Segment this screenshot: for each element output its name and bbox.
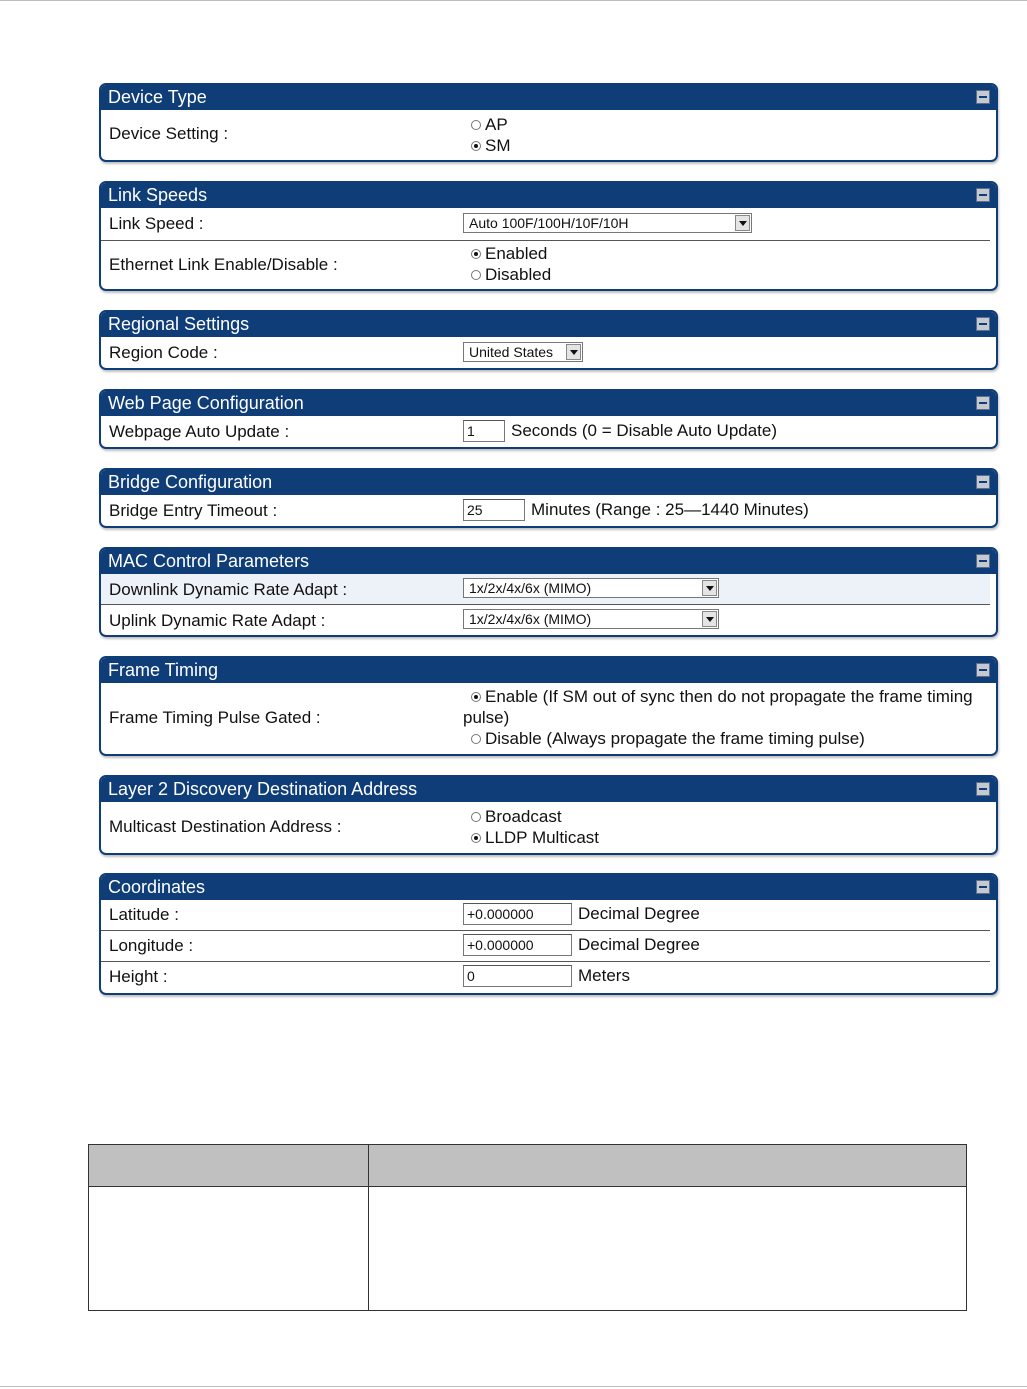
panel-header: [101, 777, 996, 802]
radio-enabled[interactable]: Enabled: [463, 243, 551, 264]
height-unit: Meters: [578, 966, 630, 985]
longitude-wrap: [463, 934, 700, 956]
auto-update-label: Webpage Auto Update :: [109, 422, 290, 441]
radio-button[interactable]: [471, 270, 481, 280]
panel-coordinates: [99, 873, 998, 995]
auto-update-wrap: [463, 420, 777, 442]
ethernet-link-row: [101, 241, 990, 289]
collapse-icon[interactable]: [976, 880, 990, 894]
uplink-rate-row: [101, 605, 990, 635]
panel-title: Web Page Configuration: [108, 393, 304, 413]
uplink-rate-label: Uplink Dynamic Rate Adapt :: [109, 611, 326, 630]
link-speed-wrap: [463, 213, 752, 233]
radio-disabled[interactable]: Disabled: [463, 264, 551, 285]
ethernet-link-label: Ethernet Link Enable/Disable :: [109, 255, 338, 274]
radio-button-checked[interactable]: [471, 141, 481, 151]
latitude-unit: Decimal Degree: [578, 904, 700, 923]
collapse-icon[interactable]: [976, 663, 990, 677]
multicast-label: Multicast Destination Address :: [109, 817, 342, 836]
radio-button[interactable]: [471, 812, 481, 822]
ethernet-link-options: [463, 243, 551, 285]
panel-device-type: [99, 83, 998, 162]
frame-enable-continued: pulse): [463, 707, 510, 727]
link-speed-row: [101, 208, 990, 241]
frame-timing-row: [101, 683, 990, 754]
panel-header: [101, 875, 996, 900]
device-setting-label: Device Setting :: [109, 124, 229, 143]
auto-update-input[interactable]: 1: [463, 420, 505, 442]
region-code-row: [101, 337, 990, 368]
region-code-label: Region Code :: [109, 343, 218, 362]
bridge-timeout-row: [101, 495, 990, 526]
frame-timing-options: [463, 686, 973, 749]
height-row: [101, 962, 990, 992]
radio-frame-enable[interactable]: Enable (If SM out of sync then do not propagate the frame timing: [463, 686, 973, 707]
uplink-rate-select[interactable]: 1x/2x/4x/6x (MIMO): [463, 609, 719, 629]
auto-update-unit: Seconds (0 = Disable Auto Update): [511, 421, 778, 440]
downlink-rate-wrap: [463, 578, 719, 598]
downlink-rate-label: Downlink Dynamic Rate Adapt :: [109, 580, 348, 599]
radio-ap[interactable]: AP: [463, 114, 511, 135]
chevron-down-icon[interactable]: [735, 215, 750, 231]
attribute-table: [88, 1144, 967, 1311]
height-wrap: [463, 965, 630, 987]
height-input[interactable]: 0: [463, 965, 572, 987]
panel-header: [101, 549, 996, 574]
latitude-wrap: [463, 903, 700, 925]
radio-sm[interactable]: SM: [463, 135, 511, 156]
downlink-rate-row: [101, 574, 990, 605]
collapse-icon[interactable]: [976, 475, 990, 489]
bridge-timeout-input[interactable]: 25: [463, 499, 525, 521]
region-code-wrap: [463, 342, 583, 362]
radio-broadcast[interactable]: Broadcast: [463, 806, 599, 827]
table-header-row: [89, 1145, 966, 1187]
panel-title: MAC Control Parameters: [108, 551, 310, 571]
longitude-label: Longitude :: [109, 936, 194, 955]
link-speed-label: Link Speed :: [109, 214, 204, 233]
latitude-label: Latitude :: [109, 905, 179, 924]
radio-lldp-multicast[interactable]: LLDP Multicast: [463, 827, 599, 848]
panel-web-page-configuration: [99, 389, 998, 449]
uplink-rate-wrap: [463, 609, 719, 629]
longitude-input[interactable]: +0.000000: [463, 934, 572, 956]
collapse-icon[interactable]: [976, 782, 990, 796]
radio-button-checked[interactable]: [471, 692, 481, 702]
latitude-input[interactable]: +0.000000: [463, 903, 572, 925]
radio-frame-disable[interactable]: Disable (Always propagate the frame timing pulse): [463, 728, 973, 749]
panel-title: Device Type: [108, 87, 207, 107]
radio-button[interactable]: [471, 734, 481, 744]
longitude-unit: Decimal Degree: [578, 935, 700, 954]
collapse-icon[interactable]: [976, 554, 990, 568]
panel-header: [101, 391, 996, 416]
link-speed-select[interactable]: Auto 100F/100H/10F/10H: [463, 213, 752, 233]
chevron-down-icon[interactable]: [702, 580, 717, 596]
collapse-icon[interactable]: [976, 317, 990, 331]
bridge-timeout-label: Bridge Entry Timeout :: [109, 501, 278, 520]
panel-title: Link Speeds: [108, 185, 208, 205]
panel-bridge-configuration: [99, 468, 998, 528]
panel-title: Coordinates: [108, 877, 206, 897]
longitude-row: [101, 931, 990, 962]
panel-header: [101, 470, 996, 495]
top-rule: [0, 0, 1027, 1]
panel-header: [101, 658, 996, 683]
bridge-timeout-wrap: [463, 499, 809, 521]
latitude-row: [101, 900, 990, 931]
frame-timing-label: Frame Timing Pulse Gated :: [109, 708, 321, 727]
panel-mac-control-parameters: [99, 547, 998, 637]
bottom-rule: [0, 1386, 1027, 1387]
height-label: Height :: [109, 967, 168, 986]
chevron-down-icon[interactable]: [702, 611, 717, 627]
multicast-row: [101, 802, 990, 853]
radio-button-checked[interactable]: [471, 833, 481, 843]
region-code-select[interactable]: United States: [463, 342, 583, 362]
collapse-icon[interactable]: [976, 396, 990, 410]
auto-update-row: [101, 416, 990, 447]
downlink-rate-select[interactable]: 1x/2x/4x/6x (MIMO): [463, 578, 719, 598]
device-setting-row: [101, 110, 990, 160]
panel-title: Layer 2 Discovery Destination Address: [108, 779, 418, 799]
panel-regional-settings: [99, 310, 998, 370]
panel-header: [101, 312, 996, 337]
collapse-icon[interactable]: [976, 188, 990, 202]
table-column-divider: [368, 1145, 369, 1310]
panel-layer2-discovery: [99, 775, 998, 855]
panel-title: Bridge Configuration: [108, 472, 273, 492]
chevron-down-icon[interactable]: [566, 344, 581, 360]
bridge-timeout-unit: Minutes (Range : 25—1440 Minutes): [531, 500, 809, 519]
collapse-icon[interactable]: [976, 90, 990, 104]
device-setting-options: [463, 114, 511, 156]
radio-button-checked[interactable]: [471, 249, 481, 259]
panel-frame-timing: [99, 656, 998, 756]
multicast-options: [463, 806, 599, 848]
radio-button[interactable]: [471, 120, 481, 130]
panel-title: Frame Timing: [108, 660, 219, 680]
panel-title: Regional Settings: [108, 314, 250, 334]
panel-header: [101, 85, 996, 110]
panel-header: [101, 183, 996, 208]
panel-link-speeds: [99, 181, 998, 291]
